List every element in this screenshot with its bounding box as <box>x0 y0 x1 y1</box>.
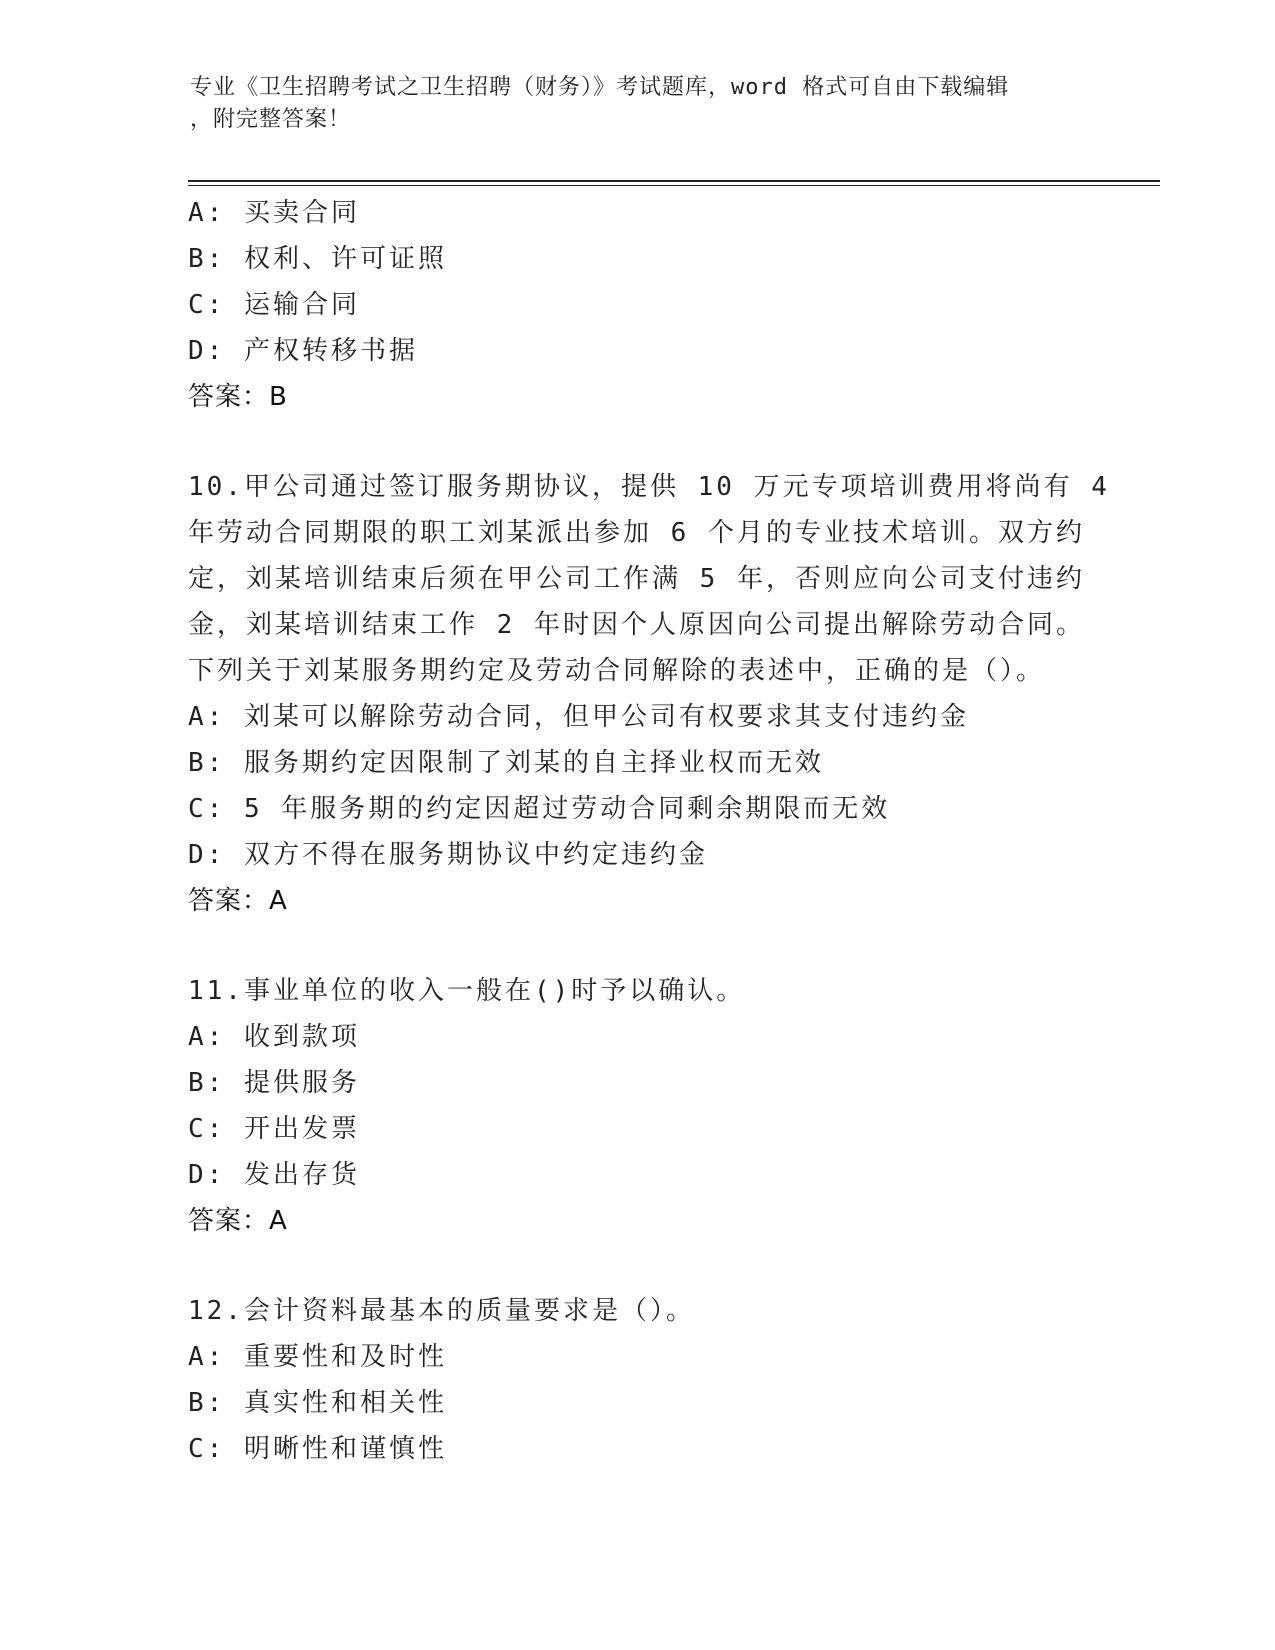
question-stem-line: 下列关于刘某服务期约定及劳动合同解除的表述中，正确的是（）。 <box>188 656 1046 686</box>
question-stem-line: 10.甲公司通过签订服务期协议，提供 10 万元专项培训费用将尚有 4 <box>188 472 1110 502</box>
option-b: B: 提供服务 <box>188 1068 360 1098</box>
option-c: C: 运输合同 <box>188 290 360 320</box>
header-divider-thin <box>188 185 1160 186</box>
option-b: B: 服务期约定因限制了刘某的自主择业权而无效 <box>188 748 824 778</box>
question-9 <box>188 190 1068 420</box>
question-stem: 11.事业单位的收入一般在()时予以确认。 <box>188 976 746 1006</box>
option-a: A: 买卖合同 <box>188 198 360 228</box>
option-a: A: 重要性和及时性 <box>188 1342 447 1372</box>
option-c: C: 开出发票 <box>188 1114 360 1144</box>
option-c: C: 明晰性和谨慎性 <box>188 1434 447 1464</box>
question-stem-line: 金，刘某培训结束工作 2 年时因个人原因向公司提出解除劳动合同。 <box>188 610 1085 640</box>
option-d: D: 发出存货 <box>188 1160 360 1190</box>
header-divider-thick <box>188 180 1160 182</box>
answer: 答案：A <box>188 1206 288 1236</box>
answer: 答案：B <box>188 382 288 412</box>
question-list <box>188 190 1110 1472</box>
question-spacer <box>188 924 1068 968</box>
option-b: B: 真实性和相关性 <box>188 1388 447 1418</box>
option-d: D: 产权转移书据 <box>188 336 418 366</box>
header-line-2: ，附完整答案！ <box>190 107 352 132</box>
option-b: B: 权利、许可证照 <box>188 244 447 274</box>
option-a: A: 刘某可以解除劳动合同，但甲公司有权要求其支付违约金 <box>188 702 969 732</box>
option-c: C: 5 年服务期的约定因超过劳动合同剩余期限而无效 <box>188 794 891 824</box>
question-12 <box>188 1288 1068 1472</box>
question-spacer <box>188 1244 1068 1288</box>
question-spacer <box>188 420 1068 464</box>
question-stem-line: 年劳动合同期限的职工刘某派出参加 6 个月的专业技术培训。双方约 <box>188 518 1085 548</box>
document-header <box>190 72 1070 136</box>
answer: 答案：A <box>188 886 288 916</box>
question-10 <box>188 464 1110 924</box>
question-stem-line: 定，刘某培训结束后须在甲公司工作满 5 年，否则应向公司支付违约 <box>188 564 1085 594</box>
question-stem: 12.会计资料最基本的质量要求是（）。 <box>188 1296 695 1326</box>
header-line-1: 专业《卫生招聘考试之卫生招聘（财务）》考试题库，word 格式可自由下载编辑 <box>190 75 1010 100</box>
option-a: A: 收到款项 <box>188 1022 360 1052</box>
option-d: D: 双方不得在服务期协议中约定违约金 <box>188 840 708 870</box>
question-11 <box>188 968 1068 1244</box>
